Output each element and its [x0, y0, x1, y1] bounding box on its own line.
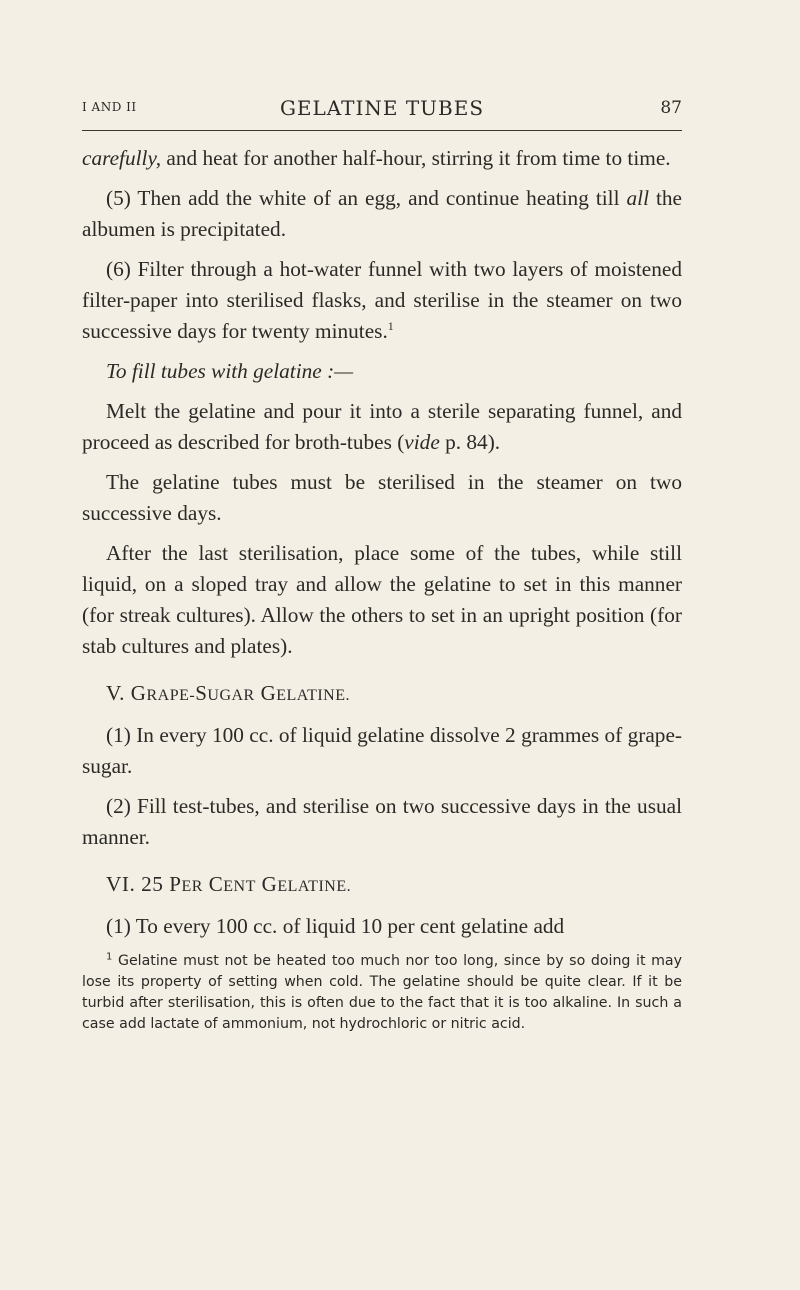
paragraph-v-step-2: (2) Fill test-tubes, and sterilise on two successive days in the usual manner. [82, 794, 682, 849]
paragraph-vi-step-1: (1) To every 100 cc. of liquid 10 per cent gelatine add [106, 914, 565, 938]
page-number: 87 [660, 98, 682, 118]
paragraph-melt: Melt the gelatine and pour it into a sterile separating funnel, and proceed as described for broth-tubes (vide p. 84). [82, 399, 682, 454]
section-heading-25-per-cent-gelatine: VI. 25 PER CENT GELATINE. [106, 872, 352, 896]
running-head [82, 96, 682, 131]
footnote-reference: 1 [387, 318, 394, 333]
paragraph-sterilise: The gelatine tubes must be sterilised in the steamer on two successive days. [82, 470, 682, 525]
subheading-fill-tubes: To fill tubes with gelatine :— [106, 359, 354, 383]
book-page [82, 96, 682, 1035]
paragraph-step-6: (6) Filter through a hot-water funnel with two layers of moistened filter-paper into sterilised flasks, and sterilise in the steamer on two successive days for twenty minutes.$^1$ [82, 257, 682, 343]
paragraph-v-step-1: (1) In every 100 cc. of liquid gelatine dissolve 2 grammes of grape-sugar. [82, 723, 682, 778]
footnote-text: Gelatine must not be heated too much nor too long, since by so doing it may lose its property of setting when cold. The gelatine should be quite clear. If it be turbid after sterilisation, this is often due to the fact that it is too alkaline. In such a case add lactate of ammonium, not hydrochloric or nitric acid. [82, 953, 682, 1032]
emphasis-carefully: carefully, [82, 146, 162, 170]
paragraph-continuation: carefully, and heat for another half-hour, stirring it from time to time. [82, 146, 671, 170]
page-body [82, 143, 682, 942]
paragraph-step-5: (5) Then add the white of an egg, and continue heating till all the albumen is precipitated. [82, 186, 683, 241]
footnote [82, 951, 682, 1035]
footnote-marker: 1 [106, 951, 113, 963]
section-heading-grape-sugar-gelatine: V. GRAPE-SUGAR GELATINE. [106, 681, 350, 705]
running-head-title: GELATINE TUBES [279, 96, 485, 120]
paragraph-after-sterilisation: After the last sterilisation, place some of the tubes, while still liquid, on a sloped tray and allow the gelatine to set in this manner (for streak cultures). Allow the others to set in an upright position (for stab cultures and plates). [82, 541, 682, 658]
running-head-chapter: I AND II [82, 100, 137, 114]
